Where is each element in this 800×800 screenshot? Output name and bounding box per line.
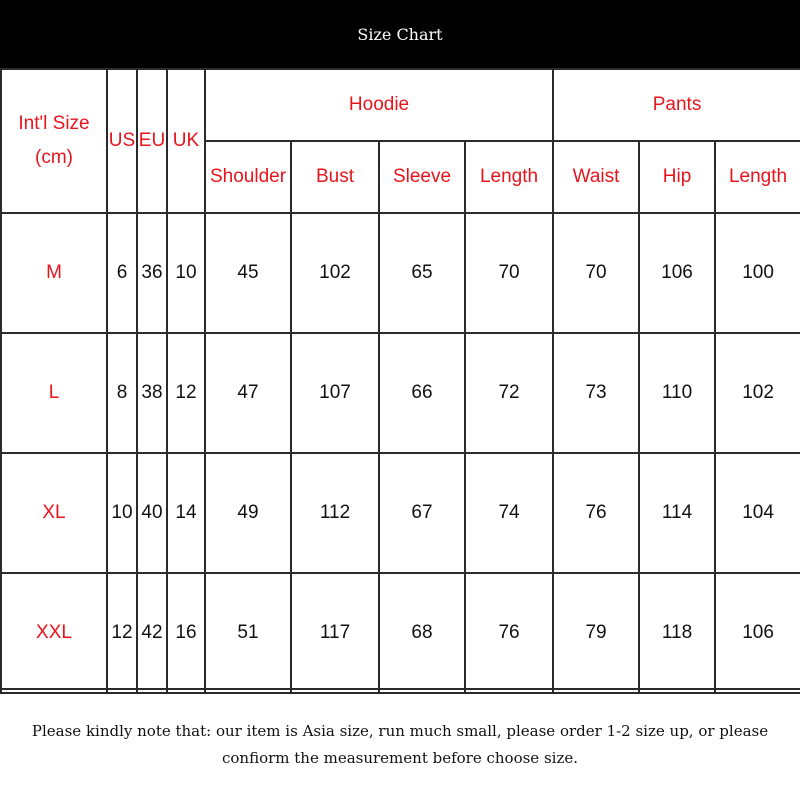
uk-value: 10 (167, 213, 205, 333)
pants-length-value: 106 (715, 573, 800, 693)
table-row (1, 213, 800, 333)
sleeve-value: 68 (379, 573, 465, 693)
uk-value: 16 (167, 573, 205, 693)
us-value: 10 (107, 453, 137, 573)
col-header-sleeve: Sleeve (379, 141, 465, 213)
col-header-shoulder: Shoulder (205, 141, 291, 213)
hoodie-length-value: 76 (465, 573, 553, 693)
intl-size-header (1, 69, 107, 213)
pants-length-value: 102 (715, 333, 800, 453)
bust-value: 107 (291, 333, 379, 453)
col-header-hoodie-length: Length (465, 141, 553, 213)
eu-value: 36 (137, 213, 167, 333)
intl-size-label: Int'l Size (18, 113, 90, 134)
eu-value: 38 (137, 333, 167, 453)
uk-value: 14 (167, 453, 205, 573)
table-row (1, 573, 800, 693)
us-value: 6 (107, 213, 137, 333)
waist-value: 73 (553, 333, 639, 453)
hip-value: 106 (639, 213, 715, 333)
pants-length-value: 100 (715, 213, 800, 333)
table-row (1, 333, 800, 453)
shoulder-value: 45 (205, 213, 291, 333)
col-header-bust: Bust (291, 141, 379, 213)
uk-header: UK (167, 69, 205, 213)
hoodie-length-value: 74 (465, 453, 553, 573)
col-header-waist: Waist (553, 141, 639, 213)
hip-value: 118 (639, 573, 715, 693)
shoulder-value: 49 (205, 453, 291, 573)
size-table (0, 68, 800, 694)
intl-size-unit: (cm) (35, 147, 73, 168)
size-label: L (1, 333, 107, 453)
waist-value: 70 (553, 213, 639, 333)
size-note: Please kindly note that: our item is Asia size, run much small, please order 1-2 size up, or please confiorm the measurement before choose size. (0, 688, 800, 800)
pants-group-header: Pants (553, 69, 800, 141)
eu-value: 40 (137, 453, 167, 573)
shoulder-value: 51 (205, 573, 291, 693)
size-label: M (1, 213, 107, 333)
sleeve-value: 67 (379, 453, 465, 573)
header-row-groups (1, 69, 800, 141)
shoulder-value: 47 (205, 333, 291, 453)
col-header-pants-length: Length (715, 141, 800, 213)
uk-value: 12 (167, 333, 205, 453)
pants-length-value: 104 (715, 453, 800, 573)
bust-value: 112 (291, 453, 379, 573)
col-header-hip: Hip (639, 141, 715, 213)
us-value: 8 (107, 333, 137, 453)
sleeve-value: 65 (379, 213, 465, 333)
waist-value: 79 (553, 573, 639, 693)
us-header: US (107, 69, 137, 213)
size-chart-title: Size Chart (0, 0, 800, 68)
waist-value: 76 (553, 453, 639, 573)
hoodie-group-header: Hoodie (205, 69, 553, 141)
table-row (1, 453, 800, 573)
us-value: 12 (107, 573, 137, 693)
eu-value: 42 (137, 573, 167, 693)
sleeve-value: 66 (379, 333, 465, 453)
hip-value: 114 (639, 453, 715, 573)
hoodie-length-value: 70 (465, 213, 553, 333)
size-label: XL (1, 453, 107, 573)
hoodie-length-value: 72 (465, 333, 553, 453)
size-label: XXL (1, 573, 107, 693)
eu-header: EU (137, 69, 167, 213)
bust-value: 117 (291, 573, 379, 693)
hip-value: 110 (639, 333, 715, 453)
bust-value: 102 (291, 213, 379, 333)
